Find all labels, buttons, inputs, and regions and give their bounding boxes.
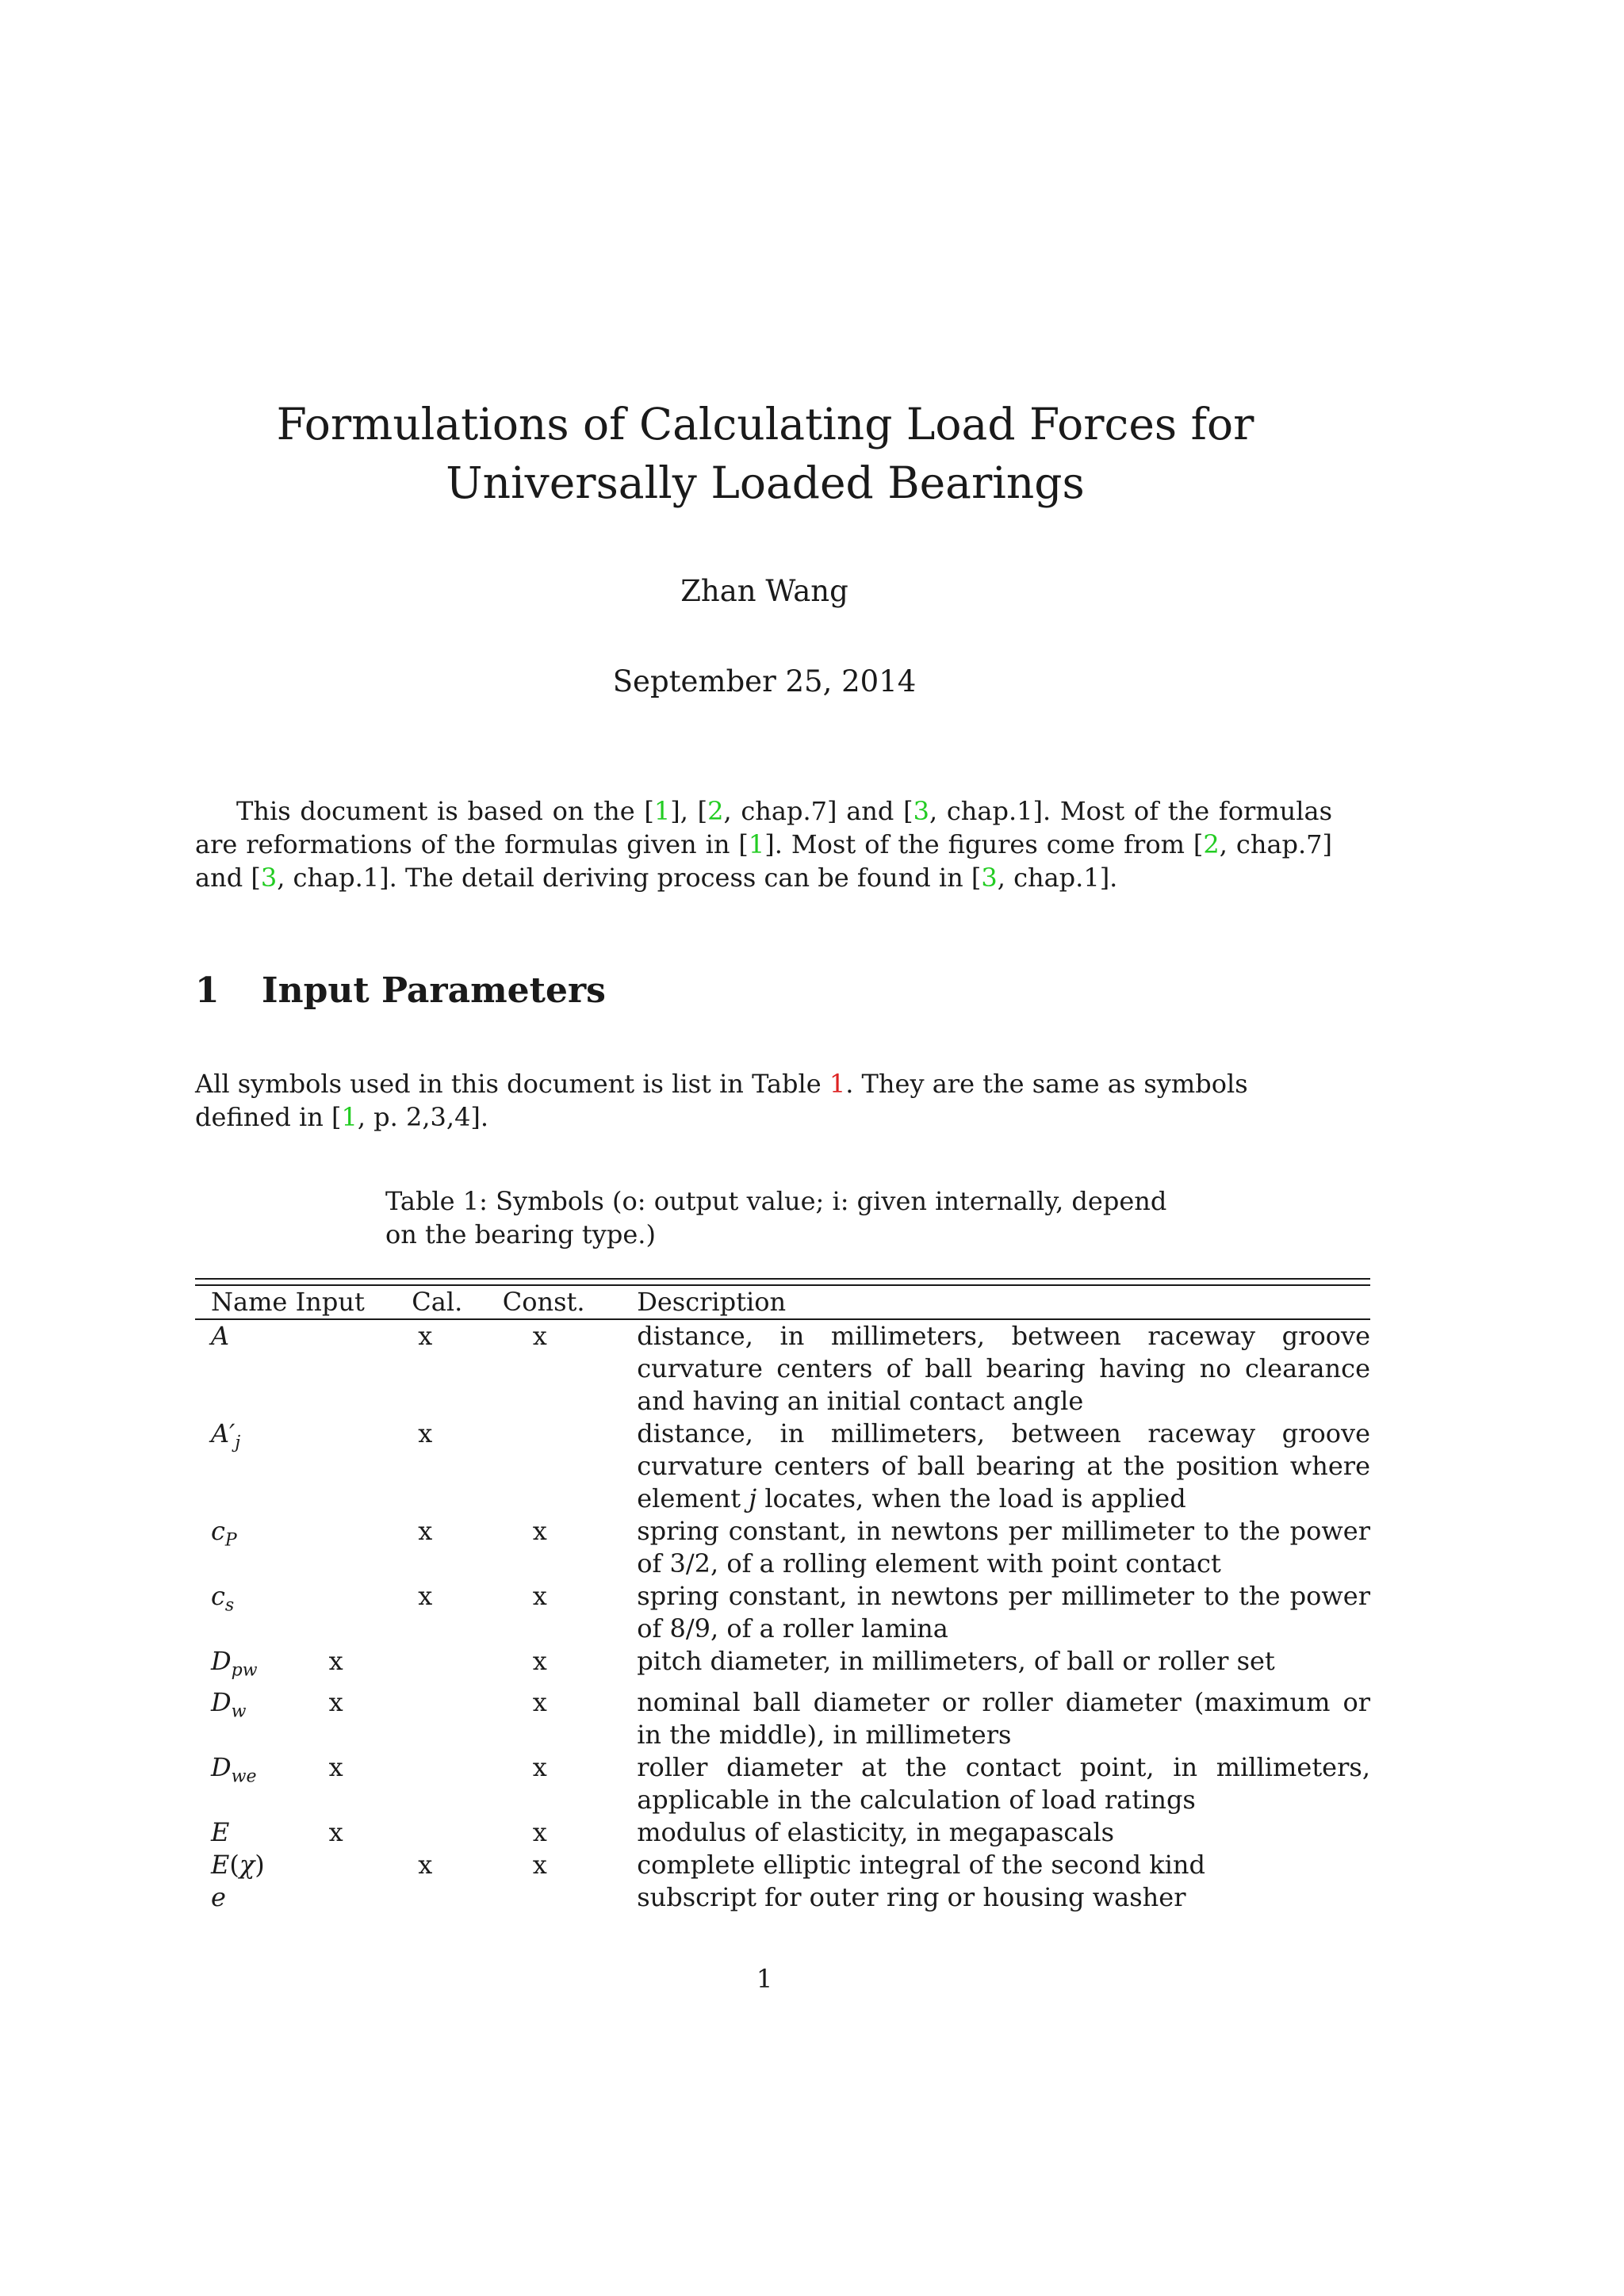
table-reference-link[interactable]: 1 — [829, 1069, 846, 1099]
symbol-description: nominal ball diameter or roller diameter (maximum or in the middle), in millimeters — [637, 1687, 1370, 1751]
symbol-name: $D_{pw}$ — [211, 1646, 258, 1681]
table-row — [195, 1881, 1370, 1914]
abstract-paragraph — [195, 794, 1332, 894]
header-description: Description — [637, 1287, 787, 1317]
citation-link[interactable]: 3 — [260, 863, 278, 893]
const-mark — [496, 1418, 637, 1515]
table-row — [195, 1751, 1370, 1816]
symbol-description: subscript for outer ring or housing washer — [637, 1882, 1186, 1913]
const-mark: x — [532, 1646, 547, 1676]
section-number: 1 — [195, 970, 220, 1011]
intro-text: . They are the same as symbols defined in [ — [195, 1069, 1248, 1132]
cal-mark — [397, 1751, 496, 1816]
const-mark: x — [532, 1687, 547, 1718]
author: Zhan Wang — [680, 574, 848, 608]
header-const: Const. — [502, 1287, 585, 1317]
table-row — [195, 1580, 1370, 1645]
citation-link[interactable]: 2 — [1203, 829, 1220, 859]
input-mark: x — [328, 1687, 343, 1718]
cal-mark: x — [418, 1321, 433, 1351]
cal-mark — [397, 1816, 496, 1849]
input-mark: x — [328, 1817, 343, 1848]
symbol-name: E(χ) — [211, 1850, 265, 1881]
symbol-name: E — [211, 1817, 230, 1848]
table-row — [195, 1816, 1370, 1849]
header-cal: Cal. — [412, 1287, 463, 1317]
header-name: Name — [211, 1287, 288, 1317]
symbol-name: $D_{we}$ — [211, 1752, 257, 1787]
const-mark: x — [532, 1850, 547, 1881]
const-mark: x — [532, 1752, 547, 1783]
table-body — [195, 1320, 1370, 1914]
abstract-text: ]. Most of the figures come from [ — [764, 829, 1204, 859]
citation-link[interactable]: 3 — [913, 796, 929, 826]
citation-link[interactable]: 1 — [341, 1102, 358, 1132]
symbol-description: distance, in millimeters, between raceway groove curvature centers of ball bearing at the position where element j locates, when the load is applied — [637, 1418, 1370, 1513]
table-row — [195, 1320, 1370, 1418]
const-mark: x — [532, 1516, 547, 1546]
symbol-description: spring constant, in newtons per millimeter to the power of 3/2, of a rolling element with point contact — [637, 1516, 1370, 1578]
symbol-name: $D_w$ — [211, 1687, 247, 1722]
citation-link[interactable]: 1 — [653, 796, 671, 826]
table-row — [195, 1849, 1370, 1881]
abstract-text: , chap.1]. Most of the formulas are reformations of the formulas given in [ — [195, 796, 1333, 859]
table-row — [195, 1515, 1370, 1580]
cal-mark: x — [418, 1581, 433, 1611]
symbol-description: distance, in millimeters, between raceway groove curvature centers of ball bearing having no clearance and having an initial contact angle — [637, 1321, 1370, 1416]
symbols-table — [195, 1278, 1370, 1914]
date: September 25, 2014 — [612, 664, 917, 698]
intro-text: All symbols used in this document is list in Table — [195, 1069, 829, 1099]
const-mark: x — [532, 1321, 547, 1351]
symbol-name: e — [211, 1882, 226, 1913]
input-mark: x — [328, 1646, 343, 1676]
symbol-name: $c_s$ — [211, 1581, 235, 1616]
section-heading — [195, 967, 606, 1015]
input-mark — [296, 1580, 398, 1645]
section-title: Input Parameters — [262, 970, 606, 1011]
abstract-text: , chap.1]. — [997, 863, 1118, 893]
abstract-text: , chap.7] and [ — [723, 796, 914, 826]
cal-mark — [397, 1645, 496, 1686]
symbol-description: spring constant, in newtons per millimeter to the power of 8/9, of a roller lamina — [637, 1581, 1370, 1644]
input-mark — [296, 1881, 398, 1914]
paper-title: Formulations of Calculating Load Forces for Universally Loaded Bearings — [276, 399, 1254, 508]
intro-text: , p. 2,3,4]. — [357, 1102, 489, 1132]
header-input: Input — [295, 1287, 365, 1317]
symbol-description: complete elliptic integral of the second kind — [637, 1850, 1205, 1881]
symbol-name: $A'_j$ — [211, 1418, 241, 1453]
symbol-description: pitch diameter, in millimeters, of ball or roller set — [637, 1646, 1275, 1676]
page-number: 1 — [756, 1964, 773, 1994]
cal-mark: x — [418, 1516, 433, 1546]
cal-mark — [397, 1881, 496, 1914]
const-mark — [496, 1881, 637, 1914]
symbol-description: roller diameter at the contact point, in millimeters, applicable in the calculation of load ratings — [637, 1752, 1370, 1816]
input-mark: x — [328, 1752, 343, 1783]
abstract-text: This document is based on the [ — [236, 796, 654, 826]
citation-link[interactable]: 3 — [981, 863, 998, 893]
citation-link[interactable]: 2 — [707, 796, 724, 826]
table-caption: Table 1: Symbols (o: output value; i: given internally, depend on the bearing type.) — [385, 1186, 1167, 1249]
table-row — [195, 1645, 1370, 1686]
table-row — [195, 1686, 1370, 1751]
cal-mark: x — [418, 1418, 433, 1448]
const-mark: x — [532, 1817, 547, 1848]
symbols-table-grid — [195, 1286, 1370, 1914]
symbol-name: $c_P$ — [211, 1516, 237, 1551]
table-row — [195, 1418, 1370, 1515]
abstract-text: ], [ — [670, 796, 708, 826]
symbol-name: A — [211, 1321, 230, 1351]
const-mark: x — [532, 1581, 547, 1611]
input-mark — [296, 1320, 398, 1418]
input-mark — [296, 1849, 398, 1881]
citation-link[interactable]: 1 — [748, 829, 765, 859]
symbol-description: modulus of elasticity, in megapascals — [637, 1817, 1115, 1848]
input-mark — [296, 1418, 398, 1515]
abstract-text: , chap.7] and [ — [195, 829, 1333, 893]
intro-paragraph — [195, 1067, 1332, 1134]
cal-mark — [397, 1686, 496, 1751]
cal-mark: x — [418, 1850, 433, 1881]
input-mark — [296, 1515, 398, 1580]
abstract-text: , chap.1]. The detail deriving process can be found in [ — [277, 863, 982, 893]
table-header-row — [195, 1286, 1370, 1318]
table-top-rule — [195, 1278, 1370, 1286]
